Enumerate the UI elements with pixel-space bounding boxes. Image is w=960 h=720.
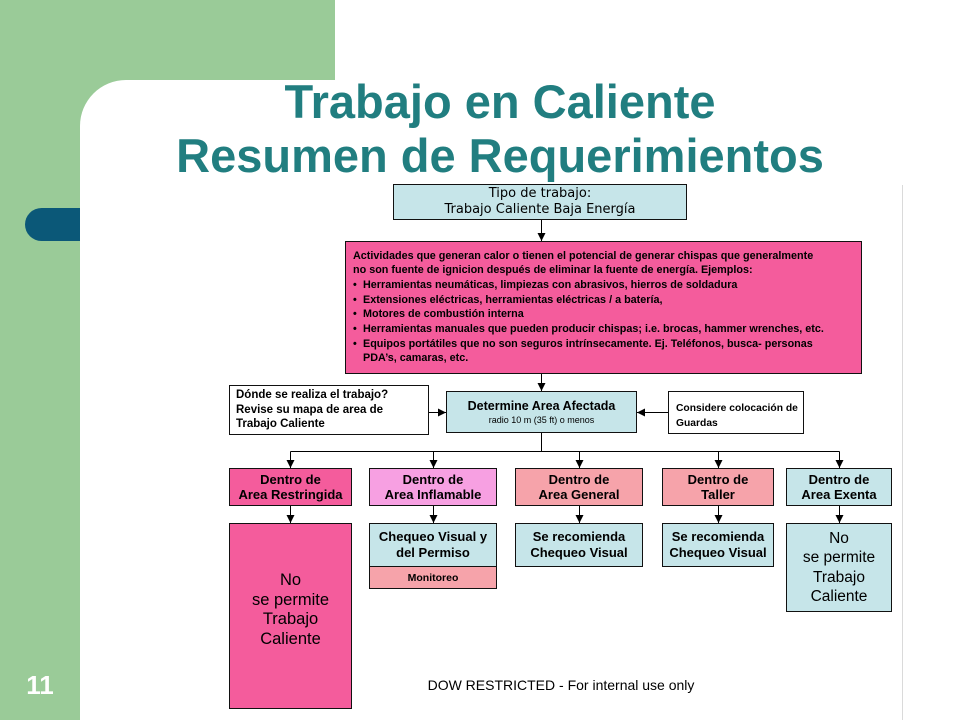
requirement-line: No	[829, 529, 849, 547]
requirement-box-inflamable	[369, 523, 497, 567]
area-name: Area Exenta	[801, 487, 877, 502]
accent-tab	[25, 208, 80, 241]
work-type-name: Trabajo Caliente Baja Energía	[444, 202, 636, 217]
location-prompt-line: Trabajo Caliente	[236, 418, 325, 431]
requirement-line: Chequeo Visual y	[378, 529, 488, 544]
guards-box	[668, 391, 804, 434]
requirement-line: Chequeo Visual	[530, 545, 628, 560]
work-type-box	[393, 184, 687, 220]
requirement-line: No	[279, 571, 302, 589]
area-box-inflamable	[369, 468, 497, 506]
activities-intro-line: Actividades que generan calor o tienen el potencial de generar chispas que generalmente	[353, 249, 814, 262]
monitoring-box	[369, 566, 497, 589]
area-label: Dentro de	[687, 471, 749, 487]
area-label: Dentro de	[548, 471, 610, 487]
example-item: • Herramientas neumáticas, limpiezas con abrasivos, hierros de soldadura	[353, 278, 861, 293]
requirement-line: Trabajo	[262, 610, 319, 628]
requirement-box-exenta	[786, 523, 892, 612]
requirement-line: Se recomienda	[671, 529, 765, 544]
sidebar-green-left	[0, 0, 80, 720]
area-name: Taller	[701, 487, 735, 502]
location-prompt-line: Dónde se realiza el trabajo?	[236, 389, 389, 402]
example-item: • Equipos portátiles que no son seguros intrínsecamente. Ej. Teléfonos, busca- personas	[353, 337, 861, 352]
activities-intro-line: no son fuente de ignicion después de eliminar la fuente de energía. Ejemplos:	[353, 264, 753, 277]
slide-number: 11	[26, 670, 54, 700]
requirement-box-taller	[662, 523, 774, 567]
activities-box	[345, 241, 862, 374]
requirement-line: se permite	[802, 549, 876, 567]
requirement-line: del Permiso	[396, 545, 470, 560]
footer-classification: DOW RESTRICTED - For internal use only	[427, 677, 695, 693]
area-box-general	[515, 468, 643, 506]
requirement-line: Caliente	[810, 587, 868, 605]
requirement-line: Chequeo Visual	[669, 545, 767, 560]
area-name: Area Inflamable	[384, 487, 482, 502]
example-item-continuation: PDA’s, camaras, etc.	[363, 352, 469, 365]
area-box-restringida	[229, 468, 352, 506]
requirement-line: Trabajo	[813, 568, 865, 586]
determine-area-title: Determine Area Afectada	[467, 398, 616, 413]
location-prompt-line: Revise su mapa de area de	[236, 403, 384, 416]
area-label: Dentro de	[808, 471, 870, 487]
area-label: Dentro de	[260, 471, 321, 487]
requirement-line: Se recomienda	[532, 529, 626, 544]
work-type-heading: Tipo de trabajo:	[488, 186, 592, 201]
vertical-divider	[902, 185, 903, 720]
requirement-line: se permite	[251, 590, 330, 609]
monitoring-label: Monitoreo	[407, 571, 459, 584]
slide-title-line: Trabajo en Caliente	[284, 75, 716, 128]
slide-title	[80, 75, 920, 183]
example-item: • Motores de combustión interna	[353, 307, 861, 322]
determine-area-box	[446, 391, 637, 433]
area-name: Area General	[538, 487, 620, 502]
area-box-taller	[662, 468, 774, 506]
example-item: • Herramientas manuales que pueden producir chispas; i.e. brocas, hammer wrenches, etc.	[353, 322, 861, 337]
area-label: Dentro de	[402, 471, 464, 487]
example-item: • Extensiones eléctricas, herramientas eléctricas / a batería,	[353, 293, 861, 308]
determine-area-note: radio 10 m (35 ft) o menos	[488, 414, 595, 425]
location-prompt-box	[229, 385, 429, 435]
area-box-exenta	[786, 468, 892, 506]
slide-subtitle-line: Resumen de Requerimientos	[176, 129, 824, 182]
requirement-box-general	[515, 523, 643, 567]
requirement-line: Caliente	[260, 629, 321, 648]
area-name: Area Restringida	[238, 487, 343, 502]
guards-line: Considere colocación de	[676, 402, 798, 414]
guards-line: Guardas	[676, 417, 718, 429]
